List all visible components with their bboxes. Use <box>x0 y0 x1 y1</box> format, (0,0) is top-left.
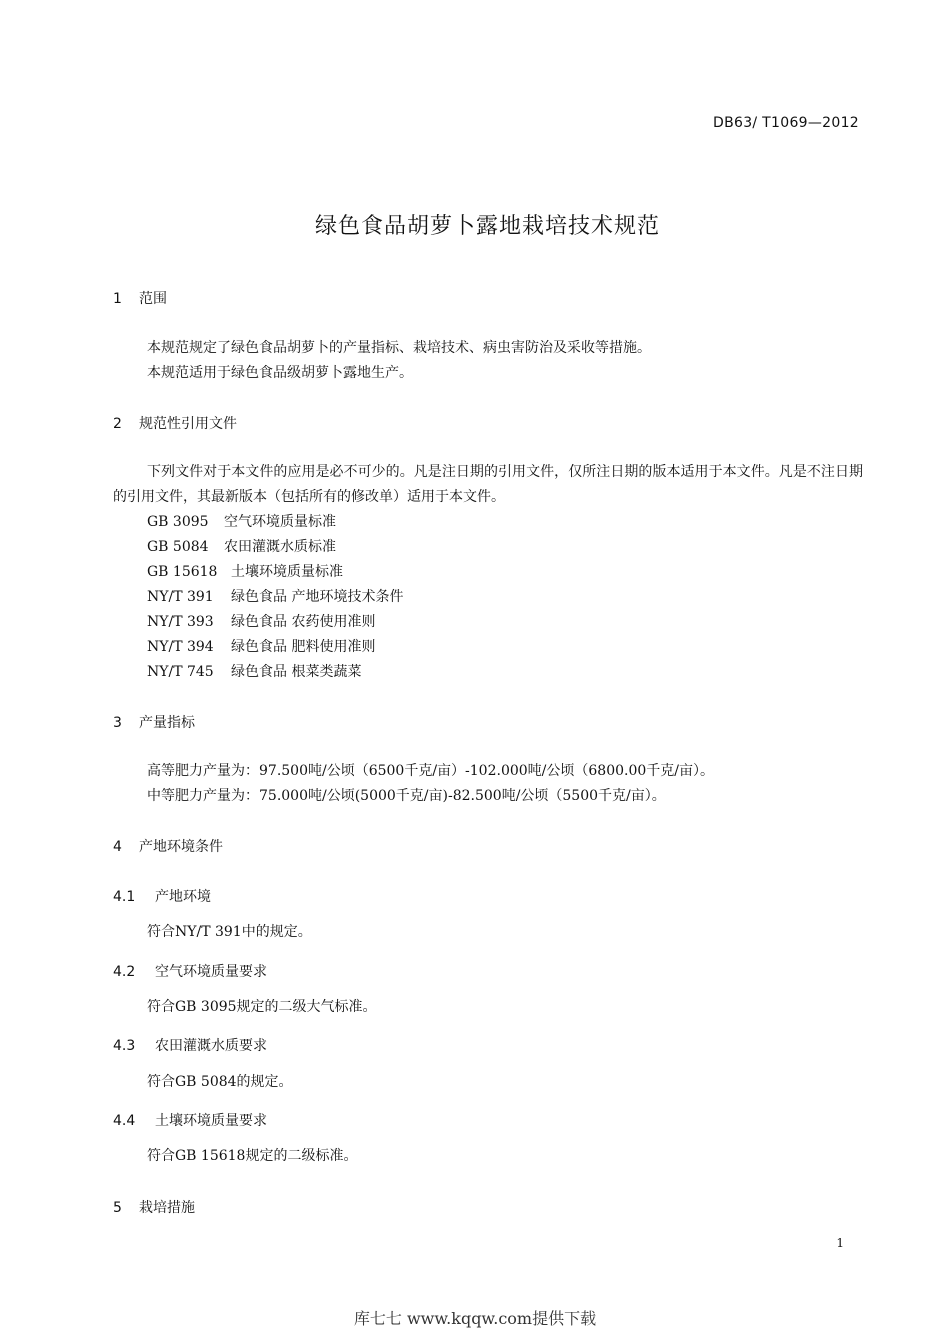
subsection-4-3-heading <box>113 1035 267 1055</box>
reference-name: 绿色食品 根菜类蔬菜 <box>231 664 362 680</box>
section-title: 栽培措施 <box>139 1200 195 1216</box>
reference-code: NY/T 394 <box>147 639 214 655</box>
reference-name: 农田灌溉水质标准 <box>224 539 336 555</box>
page-number: 1 <box>836 1236 844 1250</box>
section-2-heading <box>113 413 237 433</box>
section-title: 产量指标 <box>139 715 195 731</box>
reference-name: 土壤环境质量标准 <box>231 564 343 580</box>
section-number: 3 <box>113 715 122 731</box>
reference-name: 空气环境质量标准 <box>224 514 336 530</box>
section-5-heading <box>113 1197 195 1217</box>
paragraph: 中等肥力产量为：75.000吨/公顷(5000千克/亩)-82.500吨/公顷（5500千克/亩）。 <box>147 788 666 804</box>
subsection-number: 4.1 <box>113 889 136 905</box>
subsection-number: 4.3 <box>113 1038 136 1054</box>
subsection-4-4-heading <box>113 1110 267 1130</box>
section-number: 2 <box>113 416 122 432</box>
section-3-heading <box>113 712 195 732</box>
subsection-number: 4.2 <box>113 964 136 980</box>
subsection-title: 土壤环境质量要求 <box>155 1113 267 1129</box>
download-footer: 库七七 www.kqqw.com提供下载 <box>353 1309 597 1328</box>
section-title: 规范性引用文件 <box>139 416 237 432</box>
reference-item <box>147 511 336 531</box>
reference-code: NY/T 391 <box>147 589 214 605</box>
reference-code: NY/T 393 <box>147 614 214 630</box>
subsection-number: 4.4 <box>113 1113 136 1129</box>
section-number: 1 <box>113 291 122 307</box>
reference-item <box>147 611 375 631</box>
subsection-title: 产地环境 <box>155 889 211 905</box>
paragraph: 符合GB 3095规定的二级大气标准。 <box>147 999 377 1015</box>
paragraph: 符合GB 5084的规定。 <box>147 1074 293 1090</box>
standard-code: DB63/ T1069—2012 <box>713 115 859 131</box>
paragraph: 符合GB 15618规定的二级标准。 <box>147 1148 358 1164</box>
section-number: 5 <box>113 1200 122 1216</box>
paragraph: 本规范适用于绿色食品级胡萝卜露地生产。 <box>147 365 413 381</box>
section-1-heading <box>113 288 167 308</box>
section-number: 4 <box>113 839 122 855</box>
reference-item <box>147 536 336 556</box>
reference-item <box>147 586 403 606</box>
subsection-4-1-heading <box>113 886 211 906</box>
subsection-title: 空气环境质量要求 <box>155 964 267 980</box>
section-title: 范围 <box>139 291 167 307</box>
reference-name: 绿色食品 农药使用准则 <box>231 614 376 630</box>
section-title: 产地环境条件 <box>139 839 223 855</box>
subsection-title: 农田灌溉水质要求 <box>155 1038 267 1054</box>
reference-name: 绿色食品 产地环境技术条件 <box>231 589 404 605</box>
reference-item <box>147 561 343 581</box>
reference-item <box>147 636 375 656</box>
reference-item <box>147 661 361 681</box>
subsection-4-2-heading <box>113 961 267 981</box>
document-title: 绿色食品胡萝卜露地栽培技术规范 <box>314 214 660 239</box>
reference-code: GB 5084 <box>147 539 209 555</box>
reference-name: 绿色食品 肥料使用准则 <box>231 639 376 655</box>
paragraph: 高等肥力产量为：97.500吨/公顷（6500千克/亩）-102.000吨/公顷（6800.00千克/亩）。 <box>147 763 714 779</box>
reference-code: GB 3095 <box>147 514 209 530</box>
paragraph: 符合NY/T 391中的规定。 <box>147 924 312 940</box>
section-4-heading <box>113 836 223 856</box>
paragraph: 本规范规定了绿色食品胡萝卜的产量指标、栽培技术、病虫害防治及采收等措施。 <box>147 340 651 356</box>
reference-code: NY/T 745 <box>147 664 214 680</box>
paragraph-intro: 下列文件对于本文件的应用是必不可少的。凡是注日期的引用文件，仅所注日期的版本适用于本文件。凡是不注日期的引用文件，其最新版本（包括所有的修改单）适用于本文件。 <box>113 464 863 505</box>
reference-code: GB 15618 <box>147 564 218 580</box>
